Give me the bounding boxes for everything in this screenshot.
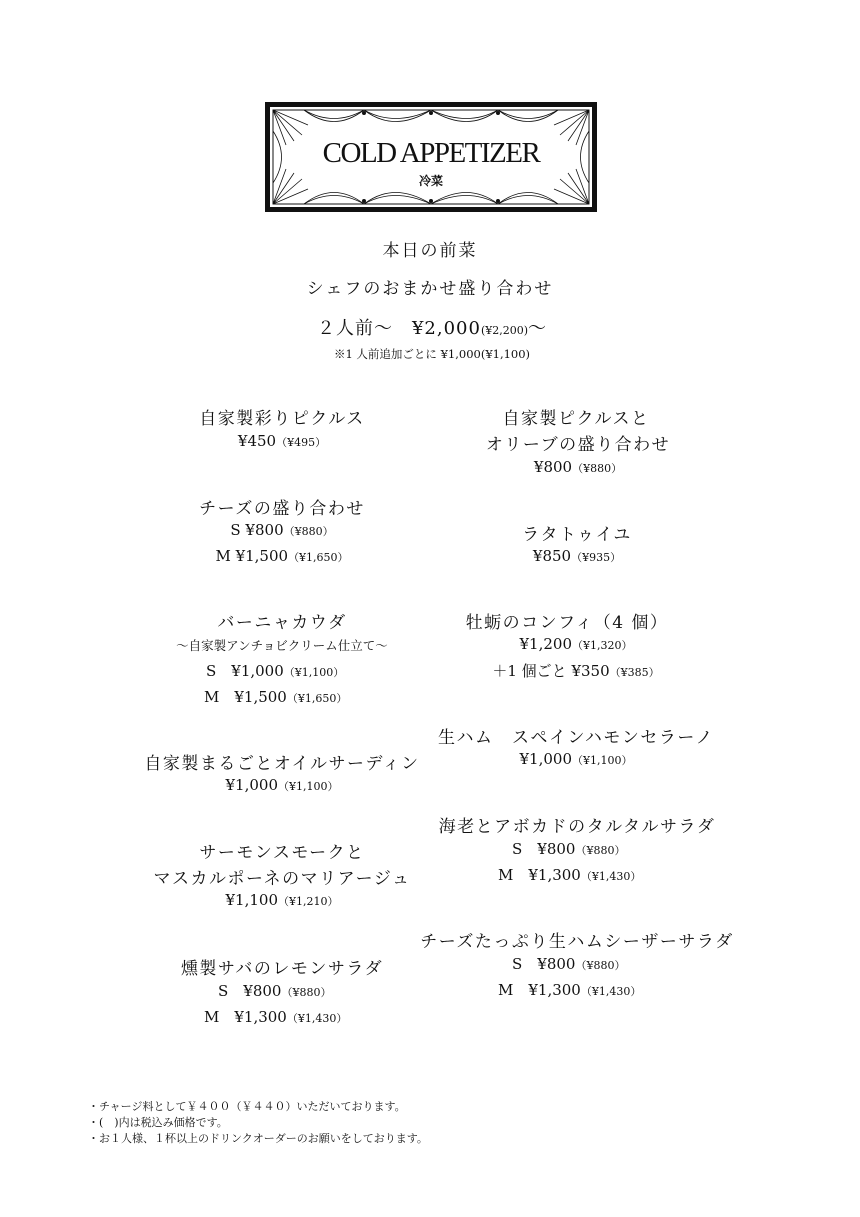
item-ratatouille-name: ラタトゥイユ xyxy=(522,525,632,545)
price: ¥450 xyxy=(237,432,277,450)
note-tax: ・( )内は税込み価格です。 xyxy=(88,1116,228,1129)
price-tax: （¥1,100） xyxy=(278,780,339,793)
item-bagna-cauda-m-row xyxy=(204,686,347,707)
price-tax: （¥1,210） xyxy=(278,895,339,908)
item-pickles-name: 自家製彩りピクルス xyxy=(199,409,365,429)
extra-price-tax: （¥385） xyxy=(609,666,660,679)
price-tax: （¥880） xyxy=(575,959,626,972)
note-drink: ・お１人様、１杯以上のドリンクオーダーのお願いをしております。 xyxy=(88,1132,428,1145)
title-frame xyxy=(264,101,598,213)
price: M ¥1,500 xyxy=(215,547,289,565)
daily-price-tail: ～ xyxy=(528,318,548,339)
daily-price-tax: (¥2,200) xyxy=(480,324,529,337)
item-shrimp-avocado-m-row xyxy=(498,864,641,885)
daily-subtitle: シェフのおまかせ盛り合わせ xyxy=(306,279,554,299)
price: S ¥800 xyxy=(512,955,576,973)
price: S ¥1,000 xyxy=(206,662,284,680)
item-salmon-name-1: サーモンスモークと xyxy=(199,843,365,863)
price-tax: （¥1,100） xyxy=(572,754,633,767)
daily-note: ※1 人前追加ごとに ¥1,000(¥1,100) xyxy=(333,347,531,361)
price-tax: （¥880） xyxy=(281,986,332,999)
price-tax: （¥1,430） xyxy=(286,1012,348,1025)
price: ¥1,100 xyxy=(225,891,278,909)
price-tax: （¥935） xyxy=(571,551,622,564)
item-cheese-m-row xyxy=(215,546,348,565)
price-tax: （¥880） xyxy=(572,462,623,475)
item-jamon-price-row xyxy=(520,749,633,768)
price: S ¥800 xyxy=(512,840,576,858)
item-oyster-price-row xyxy=(520,634,633,653)
item-caesar-name: チーズたっぷり生ハムシーザーサラダ xyxy=(420,932,734,952)
price: M ¥1,300 xyxy=(498,981,581,999)
item-pickles-olive-price-row xyxy=(534,457,622,476)
price: M ¥1,300 xyxy=(498,866,581,884)
item-bagna-cauda-name: バーニャカウダ xyxy=(217,613,347,633)
item-oyster-name: 牡蛎のコンフィ（4 個） xyxy=(465,613,669,633)
daily-price: ２人前～ ¥2,000 xyxy=(316,318,481,339)
item-mackerel-m-row xyxy=(204,1006,347,1027)
price: ¥1,000 xyxy=(225,776,278,794)
price-tax: （¥880） xyxy=(575,844,626,857)
item-pickles-price-row xyxy=(238,431,326,450)
item-shrimp-avocado-s-row xyxy=(512,838,625,859)
title-japanese: 冷菜 xyxy=(418,174,443,188)
price-tax: （¥1,430） xyxy=(580,870,642,883)
daily-title: 本日の前菜 xyxy=(382,241,478,261)
price: S ¥800 xyxy=(230,521,284,539)
item-oyster-extra-row xyxy=(492,660,659,681)
item-bagna-cauda-sub: ～自家製アンチョビクリーム仕立て～ xyxy=(176,638,388,653)
item-cheese-name: チーズの盛り合わせ xyxy=(199,499,365,519)
price-tax: （¥1,320） xyxy=(572,639,633,652)
price-tax: （¥495） xyxy=(276,436,327,449)
price-tax: （¥1,650） xyxy=(288,551,349,564)
item-pickles-olive-name-1: 自家製ピクルスと xyxy=(502,409,650,429)
item-shrimp-avocado-name: 海老とアボカドのタルタルサラダ xyxy=(438,817,716,837)
item-jamon-name: 生ハム スペインハモンセラーノ xyxy=(438,728,714,748)
price-tax: （¥880） xyxy=(283,525,334,538)
price: S ¥800 xyxy=(218,982,282,1000)
price: ¥800 xyxy=(533,458,573,476)
item-bagna-cauda-s-row xyxy=(206,660,344,681)
item-pickles-olive-name-2: オリーブの盛り合わせ xyxy=(485,435,671,455)
item-ratatouille-price-row xyxy=(533,546,621,565)
price-tax: （¥1,650） xyxy=(286,692,348,705)
price: ¥1,200 xyxy=(519,635,572,653)
item-caesar-m-row xyxy=(498,979,641,1000)
price: M ¥1,300 xyxy=(204,1008,287,1026)
item-caesar-s-row xyxy=(512,953,625,974)
price: ¥850 xyxy=(532,547,572,565)
price: ¥1,000 xyxy=(519,750,572,768)
title-english: COLD APPETIZER xyxy=(322,137,540,169)
item-cheese-s-row xyxy=(230,520,333,539)
item-mackerel-s-row xyxy=(218,980,331,1001)
item-mackerel-name: 燻製サバのレモンサラダ xyxy=(180,959,384,979)
item-salmon-name-2: マスカルポーネのマリアージュ xyxy=(153,869,411,889)
item-sardine-name: 自家製まるごとオイルサーディン xyxy=(144,754,420,774)
item-salmon-price-row xyxy=(226,890,339,909)
item-sardine-price-row xyxy=(226,775,339,794)
note-charge: ・チャージ料として￥４００（￥４４０）いただいております。 xyxy=(88,1100,406,1113)
price: M ¥1,500 xyxy=(204,688,287,706)
extra-price: ＋1 個ごと ¥350 xyxy=(492,662,610,680)
price-tax: （¥1,100） xyxy=(283,666,345,679)
footer-notes xyxy=(88,1099,428,1147)
daily-price-row xyxy=(317,314,547,340)
price-tax: （¥1,430） xyxy=(580,985,642,998)
